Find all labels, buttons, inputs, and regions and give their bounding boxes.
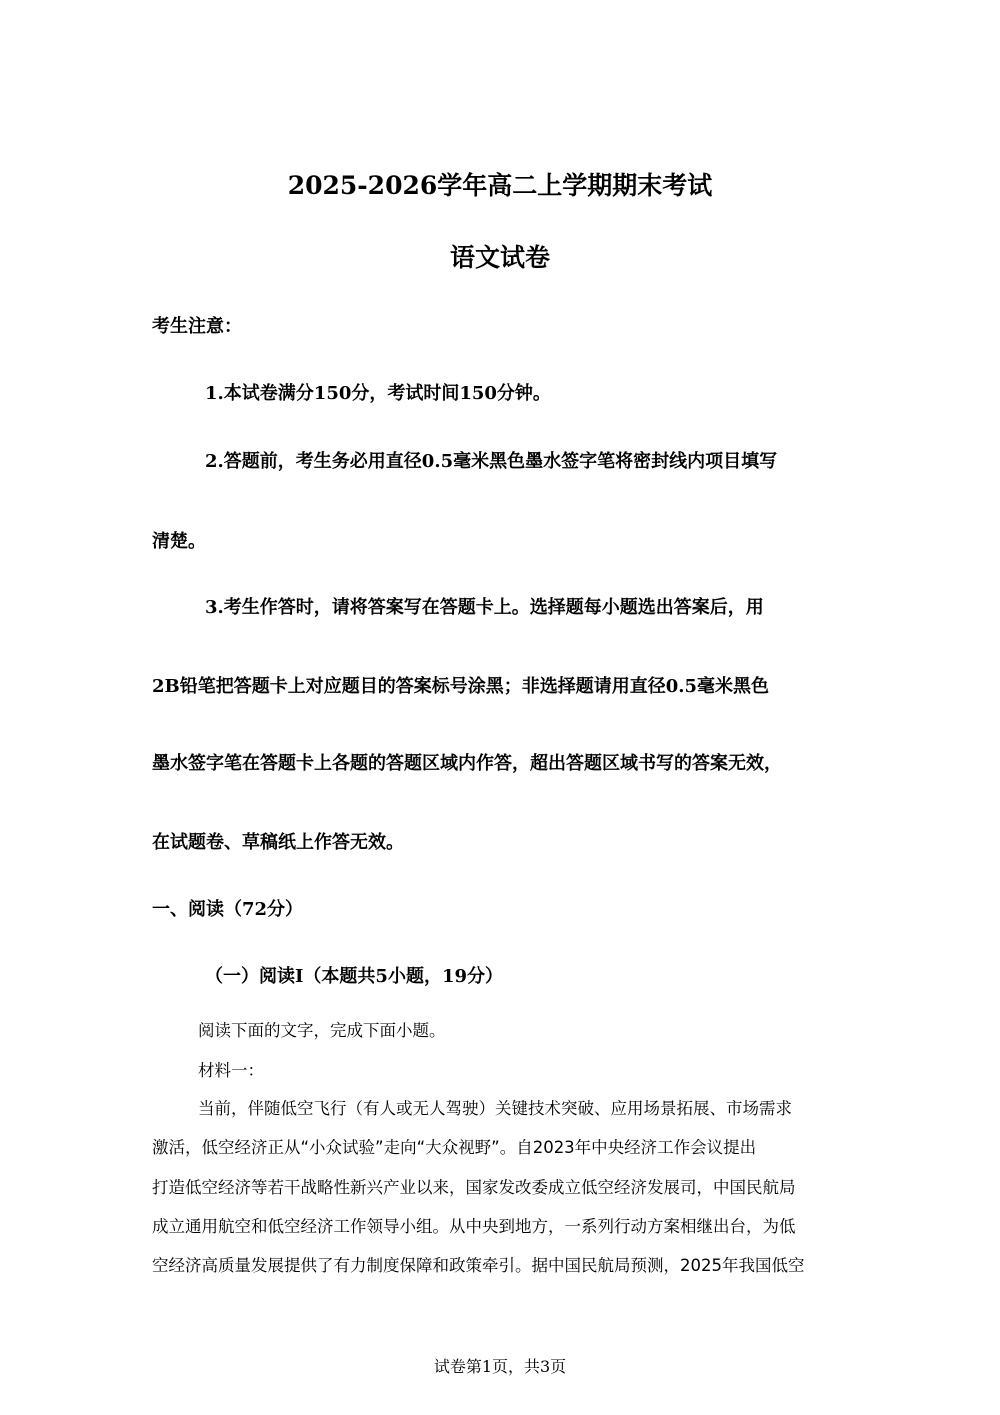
notice-heading: 考生注意： bbox=[152, 316, 242, 337]
notice-item-3-line-2: 2B铅笔把答题卡上对应题目的答案标号涂黑；非选择题请用直径0.5毫米黑色 bbox=[152, 676, 770, 697]
notice-item-3-line-1: 3.考生作答时，请将答案写在答题卡上。选择题每小题选出答案后，用 bbox=[205, 597, 764, 618]
notice-item-2-line-2: 清楚。 bbox=[152, 531, 206, 552]
notice-item-2-line-1: 2.答题前，考生务必用直径0.5毫米黑色墨水签字笔将密封线内项目填写 bbox=[205, 451, 778, 472]
notice-item-3-line-4: 在试题卷、草稿纸上作答无效。 bbox=[152, 832, 404, 853]
material-label: 材料一： bbox=[198, 1061, 264, 1080]
section-subheading: （一）阅读Ⅰ（本题共5小题，19分） bbox=[205, 966, 503, 987]
paragraph-line: 当前，伴随低空飞行（有人或无人驾驶）关键技术突破、应用场景拓展、市场需求 bbox=[198, 1099, 792, 1118]
paragraph-line: 激活，低空经济正从“小众试验”走向“大众视野”。自2023年中央经济工作会议提出 bbox=[152, 1138, 757, 1157]
page-footer: 试卷第1页，共3页 bbox=[433, 1357, 567, 1376]
paragraph-line: 空经济高质量发展提供了有力制度保障和政策牵引。据中国民航局预测，2025年我国低空 bbox=[152, 1256, 805, 1275]
exam-title: 2025-2026学年高二上学期期末考试 bbox=[287, 171, 713, 200]
paragraph-line: 成立通用航空和低空经济工作领导小组。从中央到地方，一系列行动方案相继出台，为低 bbox=[152, 1217, 796, 1236]
notice-item-3-line-3: 墨水签字笔在答题卡上各题的答题区域内作答，超出答题区域书写的答案无效， bbox=[152, 753, 782, 774]
reading-instruction: 阅读下面的文字，完成下面小题。 bbox=[198, 1021, 446, 1040]
section-heading: 一、阅读（72分） bbox=[152, 899, 304, 920]
paragraph-line: 打造低空经济等若干战略性新兴产业以来，国家发改委成立低空经济发展司，中国民航局 bbox=[152, 1178, 796, 1197]
notice-item-1: 1.本试卷满分150分，考试时间150分钟。 bbox=[205, 383, 551, 404]
exam-subtitle: 语文试卷 bbox=[449, 243, 550, 272]
